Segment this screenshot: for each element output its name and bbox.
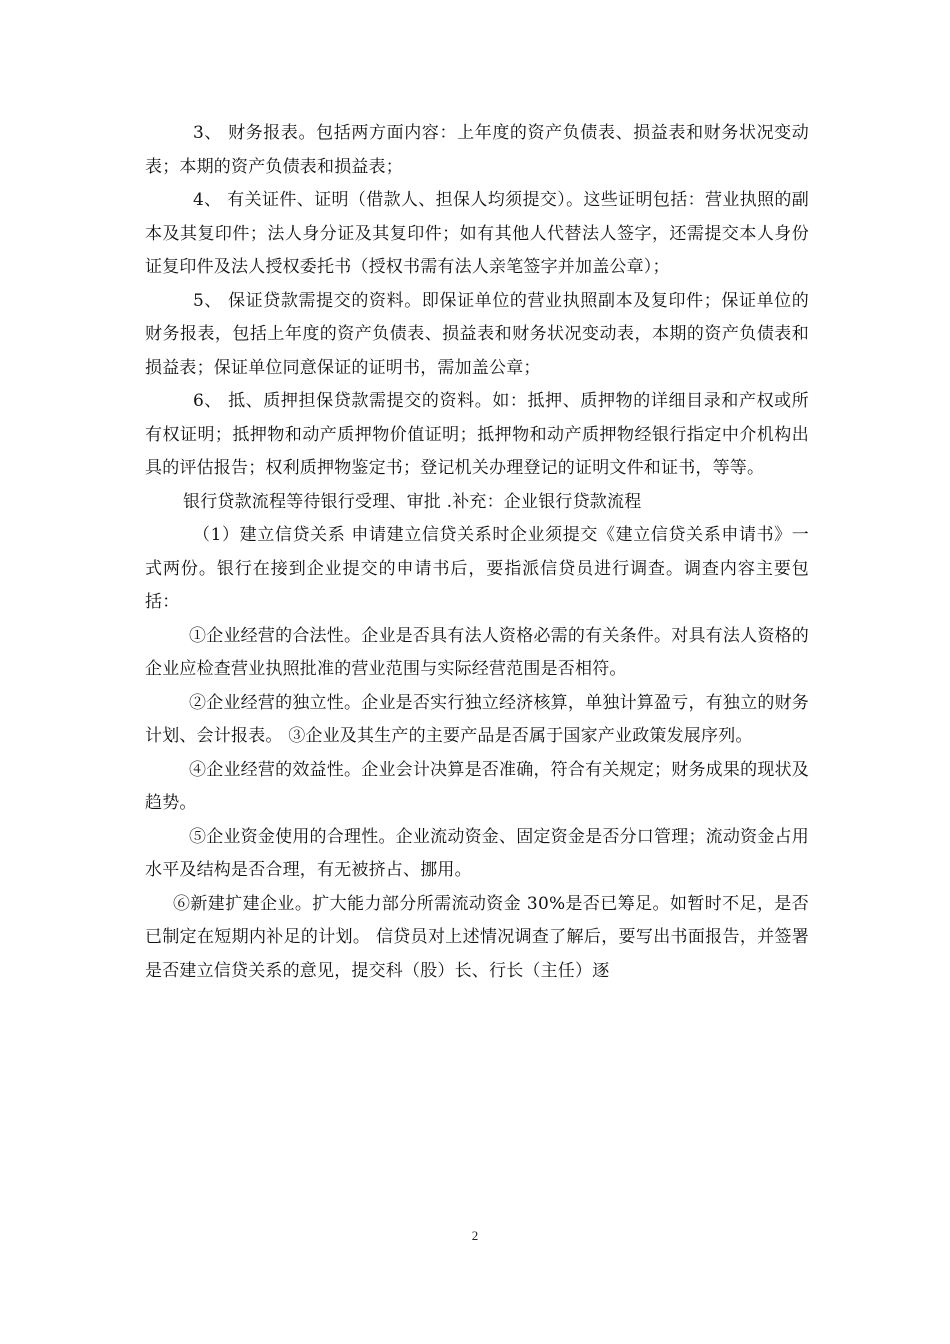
paragraph-collateral-loan: 6、 抵、质押担保贷款需提交的资料。如：抵押、质押物的详细目录和产权或所有权证明；抵押物和动产质押物价值证明；抵押物和动产质押物经银行指定中介机构出具的评估报告；权利质押物鉴定书；登记机关办理登记的证明文件和证书，等等。 (145, 391, 809, 478)
paragraph-loan-process-heading: 银行贷款流程等待银行受理、审批 .补充：企业银行贷款流程 (183, 491, 642, 512)
paragraph-new-enterprise: ⑥新建扩建企业。扩大能力部分所需流动资金 30%是否已筹足。如暂时不足，是否已制定在短期内补足的计划。 信贷员对上述情况调查了解后，要写出书面报告，并签署是否建立信贷关系的意见，提交科（股）长、行长（主任）逐 (145, 893, 809, 981)
paragraph-efficiency: ④企业经营的效益性。企业会计决算是否准确，符合有关规定；财务成果的现状及趋势。 (145, 759, 809, 813)
paragraph-fund-usage: ⑤企业资金使用的合理性。企业流动资金、固定资金是否分口管理；流动资金占用水平及结构是否合理，有无被挤占、挪用。 (145, 826, 809, 880)
paragraph-certificates: 4、 有关证件、证明（借款人、担保人均须提交）。这些证明包括：营业执照的副本及其复印件；法人身分证及其复印件；如有其他人代替法人签字，还需提交本人身份证复印件及法人授权委托书（授权书需有法人亲笔签字并加盖公章）； (145, 190, 809, 277)
paragraph-legality: ①企业经营的合法性。企业是否具有法人资格必需的有关条件。对具有法人资格的企业应检查营业执照批准的营业范围与实际经营范围是否相符。 (145, 625, 809, 679)
paragraph-independence: ②企业经营的独立性。企业是否实行独立经济核算，单独计算盈亏，有独立的财务计划、会计报表。 ③企业及其生产的主要产品是否属于国家产业政策发展序列。 (145, 692, 809, 746)
page-number: 2 (471, 1228, 479, 1243)
paragraph-credit-relationship: （1）建立信贷关系 申请建立信贷关系时企业须提交《建立信贷关系申请书》一式两份。银行在接到企业提交的申请书后，要指派信贷员进行调查。调查内容主要包括： (145, 525, 809, 612)
document-body (145, 117, 809, 988)
paragraph-guarantee-loan: 5、 保证贷款需提交的资料。即保证单位的营业执照副本及复印件；保证单位的财务报表，包括上年度的资产负债表、损益表和财务状况变动表，本期的资产负债表和损益表；保证单位同意保证的证明书，需加盖公章； (145, 290, 809, 378)
paragraph-financial-statements: 3、 财务报表。包括两方面内容：上年度的资产负债表、损益表和财务状况变动表；本期的资产负债表和损益表； (145, 123, 809, 177)
